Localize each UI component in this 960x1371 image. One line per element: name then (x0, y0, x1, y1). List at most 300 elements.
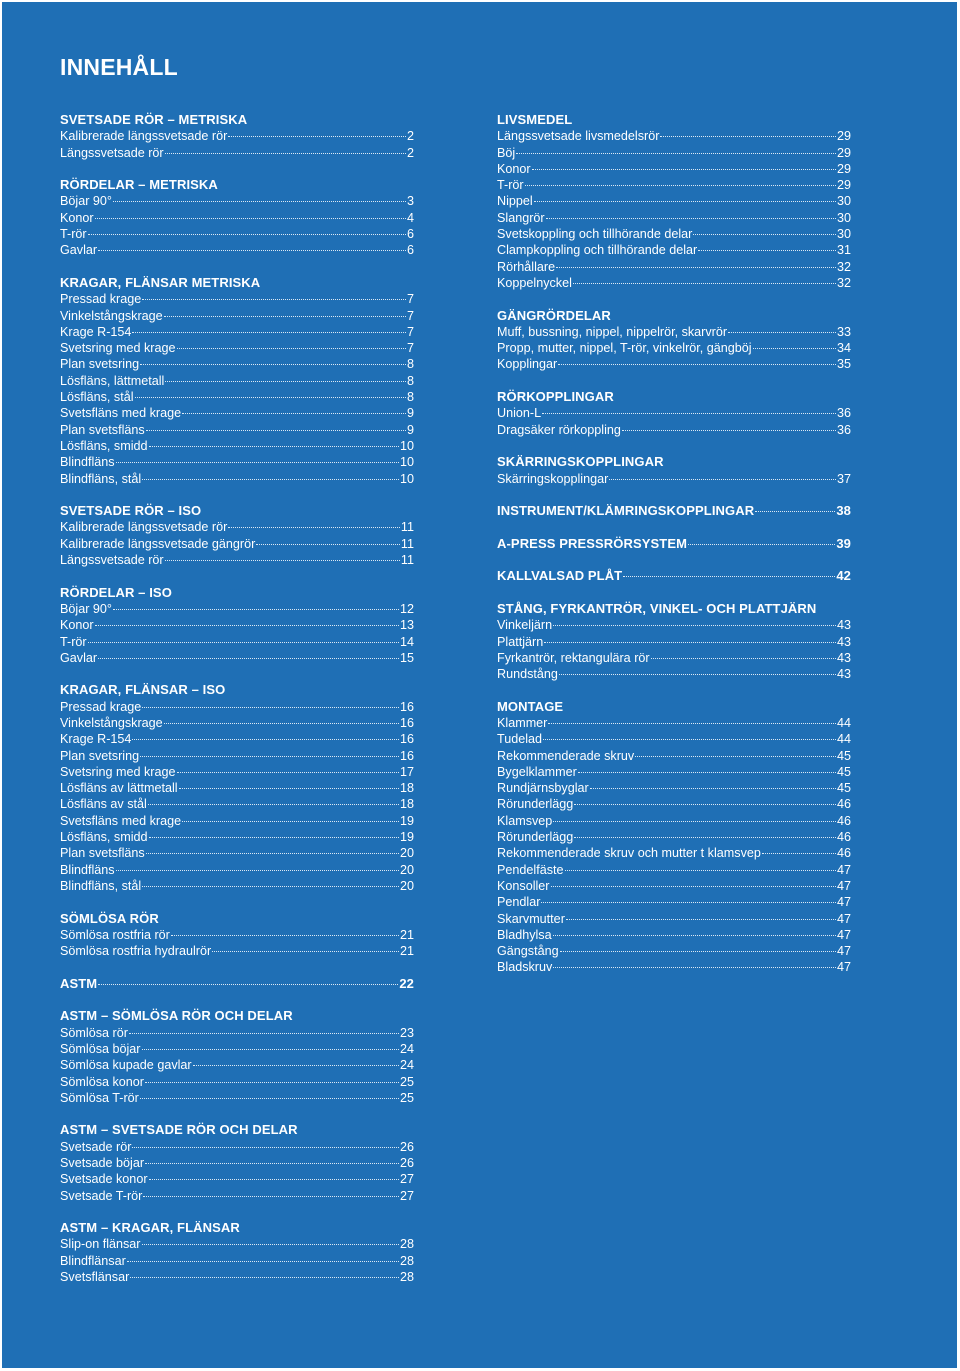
toc-entry-page-number: 16 (399, 748, 414, 763)
dot-leader (149, 446, 399, 447)
section-heading: LIVSMEDEL (497, 112, 573, 127)
toc-entry-label: Vinkelstångskrage (60, 308, 163, 323)
section-heading: SVETSADE RÖR – METRISKA (60, 112, 248, 127)
dot-leader (165, 381, 406, 382)
dot-leader (762, 853, 836, 854)
dot-leader (142, 479, 399, 480)
section-heading: ASTM – SVETSADE RÖR OCH DELAR (60, 1122, 298, 1138)
toc-entry[interactable] (60, 552, 414, 568)
toc-entry-page-number: 47 (836, 944, 851, 959)
toc-entry-page-number: 45 (836, 781, 851, 796)
dot-leader (127, 1261, 399, 1262)
toc-entry[interactable] (60, 715, 414, 731)
toc-entry[interactable] (60, 845, 414, 861)
toc-entry[interactable] (497, 748, 851, 764)
dot-leader (546, 218, 836, 219)
toc-section (497, 112, 851, 291)
toc-entry[interactable] (497, 210, 851, 226)
toc-entry[interactable] (60, 1253, 414, 1269)
dot-leader (149, 837, 399, 838)
toc-entry-page-number: 19 (399, 813, 414, 828)
toc-entry-label: Kopplingar (497, 357, 558, 372)
dot-leader (129, 1033, 399, 1034)
toc-entry[interactable] (60, 145, 414, 161)
toc-entry-page-number: 42 (836, 568, 851, 584)
toc-section (497, 601, 851, 682)
toc-entry[interactable] (60, 193, 414, 209)
toc-entry-page-number: 29 (836, 178, 851, 193)
toc-entry-label: Krage R-154 (60, 324, 132, 339)
dot-leader (542, 413, 836, 414)
toc-entry[interactable] (60, 536, 414, 552)
toc-entry-page-number: 20 (399, 878, 414, 893)
toc-entry[interactable] (60, 1188, 414, 1204)
toc-entry[interactable] (497, 275, 851, 291)
toc-entry[interactable] (60, 242, 414, 258)
toc-entry[interactable] (497, 226, 851, 242)
toc-left-column (60, 112, 414, 1302)
toc-entry[interactable] (497, 356, 851, 372)
toc-entry[interactable] (497, 927, 851, 943)
section-heading: GÄNGRÖRDELAR (497, 307, 611, 323)
toc-entry-page-number: 2 (406, 129, 414, 144)
toc-section (60, 503, 414, 568)
toc-entry-page-number: 29 (836, 145, 851, 160)
toc-entry-label: Pendlar (497, 895, 541, 910)
dot-leader (698, 250, 836, 251)
toc-entry[interactable] (60, 1155, 414, 1171)
toc-entry-label: Rundjärnsbyglar (497, 781, 589, 796)
dot-leader (228, 527, 400, 528)
toc-entry-page-number: 47 (836, 862, 851, 877)
toc-entry[interactable] (497, 959, 851, 975)
toc-entry-page-number: 45 (836, 764, 851, 779)
toc-entry[interactable] (60, 226, 414, 242)
toc-entry-page-number: 43 (836, 618, 851, 633)
toc-section (60, 1008, 414, 1106)
dot-leader (171, 935, 399, 936)
toc-entry-page-number: 7 (406, 341, 414, 356)
toc-entry[interactable] (60, 829, 414, 845)
dot-leader (143, 1196, 399, 1197)
toc-entry[interactable] (60, 356, 414, 372)
toc-entry-page-number: 18 (399, 797, 414, 812)
toc-entry-label: Pressad krage (60, 292, 142, 307)
toc-entry-page-number: 10 (399, 471, 414, 486)
toc-entry-page-number: 44 (836, 715, 851, 730)
toc-entry[interactable] (60, 373, 414, 389)
toc-entry[interactable] (60, 519, 414, 535)
section-heading: SVETSADE RÖR – ISO (60, 503, 202, 519)
toc-entry[interactable] (60, 1057, 414, 1073)
toc-entry-page-number: 6 (406, 243, 414, 258)
dot-leader (755, 511, 835, 512)
dot-leader (753, 348, 836, 349)
toc-entry[interactable] (60, 405, 414, 421)
toc-entry[interactable] (60, 748, 414, 764)
toc-entry-page-number: 30 (836, 194, 851, 209)
toc-heading-entry[interactable] (497, 568, 851, 584)
toc-entry-label: Rundstång (497, 667, 558, 682)
toc-entry-label: Pendelfäste (497, 862, 564, 877)
toc-entry-page-number: 44 (836, 732, 851, 747)
toc-entry-page-number: 28 (399, 1270, 414, 1285)
dot-leader (142, 1049, 399, 1050)
toc-entry-label: Svetskoppling och tillhörande delar (497, 227, 693, 242)
section-heading: RÖRKOPPLINGAR (497, 389, 614, 405)
toc-entry-page-number: 8 (406, 373, 414, 388)
toc-entry[interactable] (60, 1236, 414, 1252)
toc-entry-page-number: 46 (836, 830, 851, 845)
toc-entry-page-number: 11 (400, 520, 414, 535)
toc-heading-entry[interactable] (497, 503, 851, 519)
toc-section (60, 177, 414, 258)
toc-entry-label: Sömlösa böjar (60, 1041, 141, 1056)
toc-entry-label: Sömlösa rostfria hydraulrör (60, 944, 212, 959)
toc-section (60, 1122, 414, 1203)
toc-entry[interactable] (60, 1090, 414, 1106)
toc-entry[interactable] (60, 780, 414, 796)
dot-leader (182, 821, 399, 822)
toc-entry[interactable] (60, 210, 414, 226)
toc-entry-page-number: 43 (836, 650, 851, 665)
toc-entry-page-number: 47 (836, 895, 851, 910)
toc-entry[interactable] (497, 242, 851, 258)
dot-leader (590, 788, 836, 789)
toc-entry[interactable] (497, 780, 851, 796)
toc-section (497, 454, 851, 487)
dot-leader (553, 935, 836, 936)
toc-entry-label: Konor (60, 618, 94, 633)
toc-entry[interactable] (497, 943, 851, 959)
toc-entry[interactable] (497, 796, 851, 812)
toc-entry-page-number: 47 (836, 878, 851, 893)
dot-leader (543, 739, 836, 740)
toc-entry-label: Plan svetsring (60, 357, 140, 372)
toc-entry-label: Rekommenderade skruv (497, 748, 635, 763)
toc-entry[interactable] (60, 438, 414, 454)
toc-entry[interactable] (60, 650, 414, 666)
dot-leader (149, 1179, 399, 1180)
toc-entry-page-number: 39 (836, 535, 851, 551)
dot-leader (98, 658, 399, 659)
toc-section (60, 585, 414, 666)
toc-entry-label: Bladskruv (497, 960, 553, 975)
toc-entry-label: Plan svetsring (60, 748, 140, 763)
toc-entry-label: Svetsflänsar (60, 1270, 130, 1285)
toc-section (60, 1220, 414, 1285)
section-heading: RÖRDELAR – METRISKA (60, 177, 218, 193)
dot-leader (565, 870, 836, 871)
toc-entry-label: Blindflänsar (60, 1253, 126, 1268)
toc-entry-label: Böjar 90° (60, 601, 112, 616)
toc-entry-label: Lösfläns, smidd (60, 438, 148, 453)
toc-entry[interactable] (60, 1269, 414, 1285)
toc-entry[interactable] (60, 1074, 414, 1090)
toc-entry[interactable] (60, 1025, 414, 1041)
toc-entry[interactable] (60, 291, 414, 307)
toc-entry-page-number: 23 (399, 1025, 414, 1040)
toc-entry-label: Böjar 90° (60, 194, 112, 209)
dot-leader (553, 625, 836, 626)
toc-entry-page-number: 7 (406, 292, 414, 307)
toc-section (497, 568, 851, 584)
toc-entry-page-number: 46 (836, 797, 851, 812)
toc-entry-page-number: 28 (399, 1253, 414, 1268)
toc-section (60, 275, 414, 487)
toc-entry[interactable] (60, 1171, 414, 1187)
toc-entry-label: Blindfläns (60, 862, 115, 877)
dot-leader (116, 462, 399, 463)
dot-leader (179, 788, 399, 789)
toc-entry-label: Rekommenderade skruv och mutter t klamsvep (497, 846, 761, 861)
dot-leader (651, 658, 836, 659)
toc-entry-page-number: 45 (836, 748, 851, 763)
toc-entry-label: Svetsring med krage (60, 341, 176, 356)
toc-entry-page-number: 13 (399, 618, 414, 633)
dot-leader (566, 919, 836, 920)
dot-leader (113, 609, 399, 610)
toc-entry-label: Lösfläns av lättmetall (60, 781, 178, 796)
toc-entry[interactable] (60, 731, 414, 747)
toc-entry-label: Lösfläns av stål (60, 797, 147, 812)
toc-entry[interactable] (497, 813, 851, 829)
toc-right-column (497, 112, 851, 992)
toc-entry[interactable] (497, 894, 851, 910)
toc-entry[interactable] (60, 422, 414, 438)
toc-entry-label: Lösfläns, smidd (60, 830, 148, 845)
toc-entry[interactable] (497, 471, 851, 487)
dot-leader (556, 267, 836, 268)
toc-entry-label: Kalibrerade längssvetsade rör (60, 129, 228, 144)
toc-entry-page-number: 36 (836, 406, 851, 421)
toc-entry[interactable] (60, 471, 414, 487)
toc-entry[interactable] (497, 161, 851, 177)
toc-entry[interactable] (60, 389, 414, 405)
toc-entry-label: T-rör (60, 227, 87, 242)
toc-entry-page-number: 24 (399, 1058, 414, 1073)
dot-leader (693, 234, 836, 235)
toc-entry[interactable] (497, 177, 851, 193)
toc-entry-page-number: 21 (399, 944, 414, 959)
toc-entry-label: Blindfläns, stål (60, 471, 142, 486)
toc-entry[interactable] (497, 422, 851, 438)
section-heading: KRAGAR, FLÄNSAR – ISO (60, 682, 226, 698)
dot-leader (145, 1082, 399, 1083)
dot-leader (548, 723, 836, 724)
toc-entry-page-number: 31 (836, 243, 851, 258)
toc-entry[interactable] (497, 666, 851, 682)
toc-section (497, 389, 851, 438)
toc-entry[interactable] (497, 405, 851, 421)
dot-leader (622, 430, 836, 431)
dot-leader (88, 642, 399, 643)
toc-entry-label: Kalibrerade längssvetsade gängrör (60, 536, 256, 551)
dot-leader (142, 299, 406, 300)
toc-entry-label: Clampkoppling och tillhörande delar (497, 243, 698, 258)
toc-entry-page-number: 26 (399, 1156, 414, 1170)
toc-section (60, 112, 414, 161)
toc-entry-label: Skärringskopplingar (497, 471, 609, 486)
toc-entry-label: Svetsfläns med krage (60, 406, 182, 421)
toc-entry-page-number: 43 (836, 634, 851, 649)
toc-entry[interactable] (497, 340, 851, 356)
toc-entry[interactable] (497, 145, 851, 161)
dot-leader (95, 218, 406, 219)
toc-entry[interactable] (60, 796, 414, 812)
toc-entry-page-number: 11 (400, 536, 414, 551)
toc-entry[interactable] (60, 454, 414, 470)
toc-entry[interactable] (497, 617, 851, 633)
toc-entry-page-number: 15 (399, 650, 414, 665)
section-heading: ASTM – SÖMLÖSA RÖR OCH DELAR (60, 1008, 293, 1024)
toc-entry[interactable] (60, 128, 414, 144)
toc-entry-label: Svetsring med krage (60, 764, 176, 779)
toc-entry[interactable] (60, 813, 414, 829)
toc-entry[interactable] (60, 1139, 414, 1155)
dot-leader (132, 332, 406, 333)
toc-entry[interactable] (497, 324, 851, 340)
dot-leader (177, 348, 406, 349)
section-heading: ASTM – KRAGAR, FLÄNSAR (60, 1220, 240, 1236)
toc-entry[interactable] (497, 715, 851, 731)
toc-section (497, 536, 851, 552)
section-heading: SKÄRRINGSKOPPLINGAR (497, 454, 664, 470)
toc-entry-label: Bygelklammer (497, 764, 577, 779)
toc-entry-page-number: 4 (406, 210, 414, 225)
toc-entry-label: Koppelnyckel (497, 275, 572, 290)
dot-leader (148, 804, 399, 805)
toc-entry[interactable] (497, 764, 851, 780)
toc-entry[interactable] (497, 911, 851, 927)
dot-leader (212, 951, 399, 952)
toc-entry-page-number: 17 (399, 764, 414, 779)
toc-entry-page-number: 29 (836, 161, 851, 176)
toc-entry[interactable] (60, 764, 414, 780)
toc-entry-page-number: 14 (399, 634, 414, 649)
toc-entry-label: Blindfläns (60, 455, 115, 470)
toc-entry[interactable] (60, 943, 414, 959)
toc-entry[interactable] (60, 617, 414, 633)
toc-entry-label: Svetsade rör (60, 1139, 132, 1154)
dot-leader (113, 201, 406, 202)
toc-entry-label: Längssvetsade livsmedelsrör (497, 129, 660, 144)
dot-leader (88, 234, 406, 235)
toc-entry[interactable] (497, 845, 851, 861)
toc-entry[interactable] (497, 878, 851, 894)
dot-leader (688, 544, 835, 545)
toc-entry-label: T-rör (497, 178, 524, 193)
toc-entry[interactable] (60, 601, 414, 617)
section-heading: RÖRDELAR – ISO (60, 584, 172, 600)
toc-entry-label: Bladhylsa (497, 927, 552, 942)
toc-entry-label: Lösfläns, stål (60, 390, 134, 405)
dot-leader (553, 821, 836, 822)
dot-leader (165, 560, 400, 561)
toc-entry[interactable] (60, 634, 414, 650)
toc-entry-page-number: 9 (406, 406, 414, 421)
toc-entry-page-number: 6 (406, 227, 414, 242)
toc-entry-label: Gavlar (60, 650, 98, 665)
toc-entry-page-number: 12 (399, 601, 414, 616)
toc-entry[interactable] (60, 308, 414, 324)
toc-entry-label: Kalibrerade längssvetsade rör (60, 520, 228, 535)
toc-entry-label: Klammer (497, 715, 548, 730)
toc-entry-label: Sömlösa kupade gavlar (60, 1058, 192, 1073)
toc-entry-label: Nippel (497, 194, 533, 209)
dot-leader (256, 544, 400, 545)
toc-entry-page-number: 21 (399, 927, 414, 942)
toc-heading-entry[interactable] (497, 536, 851, 552)
toc-entry[interactable] (60, 340, 414, 356)
dot-leader (164, 723, 399, 724)
toc-entry[interactable] (60, 927, 414, 943)
toc-entry-label: Dragsäker rörkoppling (497, 422, 621, 437)
toc-entry-page-number: 30 (836, 227, 851, 242)
toc-entry-page-number: 27 (399, 1188, 414, 1203)
toc-entry-label: Svetsade böjar (60, 1156, 145, 1170)
toc-entry-label: Vinkeljärn (497, 618, 553, 633)
toc-entry[interactable] (497, 862, 851, 878)
toc-entry[interactable] (60, 862, 414, 878)
toc-entry-label: Rörhållare (497, 259, 556, 274)
toc-entry[interactable] (497, 128, 851, 144)
dot-leader (623, 576, 835, 577)
toc-entry-label: Gavlar (60, 243, 98, 258)
toc-entry[interactable] (497, 259, 851, 275)
section-heading: SÖMLÖSA RÖR (60, 910, 159, 926)
toc-entry-label: Gängstång (497, 944, 559, 959)
dot-leader (578, 772, 836, 773)
toc-entry[interactable] (60, 1041, 414, 1057)
toc-entry[interactable] (497, 650, 851, 666)
toc-entry-label: Tudelad (497, 732, 543, 747)
dot-leader (177, 772, 399, 773)
page-title: INNEHÅLL (60, 54, 178, 80)
toc-entry-page-number: 46 (836, 846, 851, 861)
toc-entry[interactable] (497, 634, 851, 650)
toc-entry-page-number: 33 (836, 324, 851, 339)
toc-entry-page-number: 3 (406, 194, 414, 209)
dot-leader (228, 136, 406, 137)
toc-entry[interactable] (60, 324, 414, 340)
toc-heading-entry[interactable] (60, 976, 414, 992)
toc-entry-label: Fyrkantrör, rektangulära rör (497, 650, 650, 665)
toc-entry-page-number: 8 (406, 357, 414, 372)
toc-entry[interactable] (60, 878, 414, 894)
toc-entry-page-number: 38 (836, 503, 851, 519)
toc-entry[interactable] (497, 193, 851, 209)
toc-entry-label: Union-L (497, 406, 542, 421)
toc-entry-label: Konor (60, 210, 94, 225)
toc-entry-label: Klamsvep (497, 813, 553, 828)
toc-entry[interactable] (497, 731, 851, 747)
toc-entry-label: Slip-on flänsar (60, 1237, 141, 1252)
toc-entry-page-number: 7 (406, 308, 414, 323)
toc-entry-label: Plan svetsfläns (60, 422, 145, 437)
toc-entry-page-number: 25 (399, 1090, 414, 1105)
dot-leader (98, 250, 406, 251)
toc-entry-label: Sömlösa konor (60, 1074, 144, 1089)
toc-entry[interactable] (60, 699, 414, 715)
dot-leader (164, 316, 406, 317)
toc-entry[interactable] (497, 829, 851, 845)
dot-leader (532, 169, 836, 170)
toc-entry-page-number: 37 (836, 471, 851, 486)
dot-leader (146, 853, 399, 854)
toc-entry-page-number: 19 (399, 830, 414, 845)
toc-entry-label: Muff, bussning, nippel, nippelrör, skarvrör (497, 324, 728, 339)
